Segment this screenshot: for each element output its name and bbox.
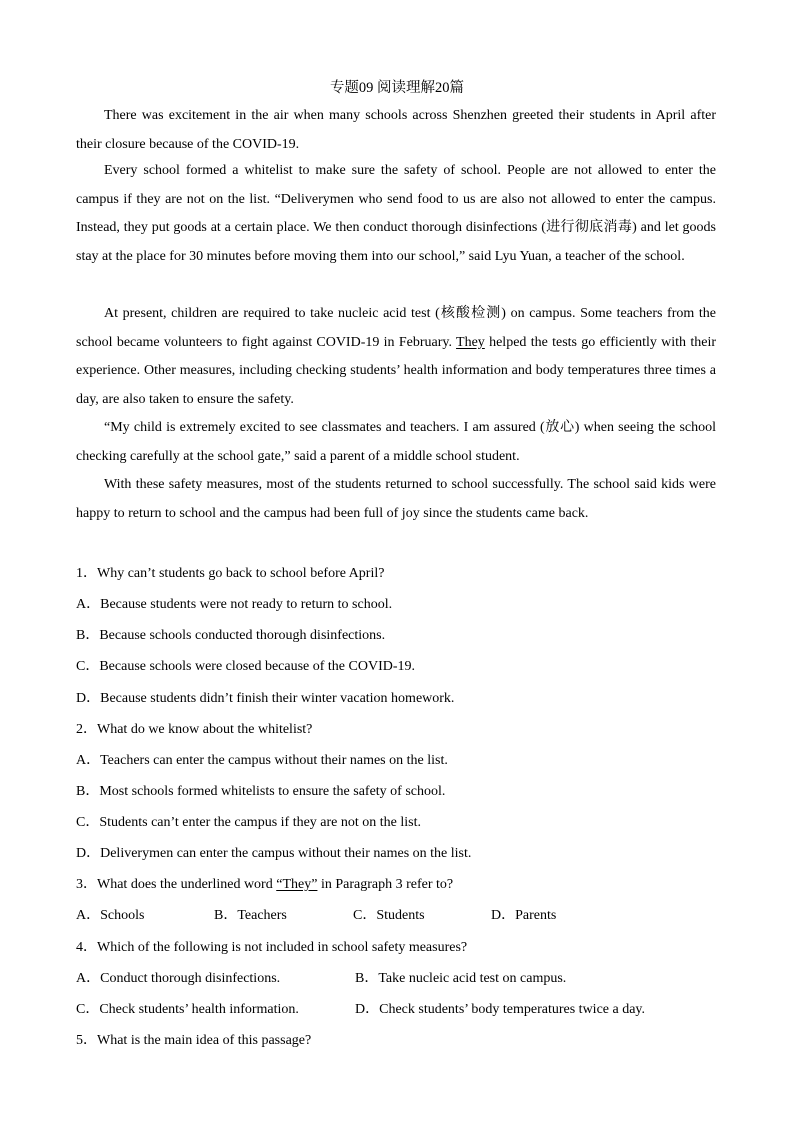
passage-paragraph-2: Every school formed a whitelist to make sure the safety of school. People are not allowed to enter the campus if they are not on the list. “Deliverymen who send food to us are also not allowed to enter the campus. Instead, they put goods at a certain place. We then conduct thorough disinfections (进行彻底消毒) and let goods stay at the place for 30 minutes before moving them into our school,” said Lyu Yuan, a teacher of the school. xyxy=(76,163,716,264)
question-1-stem: 1．Why can’t students go back to school before April? xyxy=(76,566,385,581)
question-4-option-d: D．Check students’ body temperatures twice a day. xyxy=(355,1002,646,1017)
question-2-option-a: A．Teachers can enter the campus without their names on the list. xyxy=(76,753,448,768)
page-title: 专题09 阅读理解20篇 xyxy=(329,80,465,96)
passage-paragraph-5: With these safety measures, most of the students returned to school successfully. The school said kids were happy to return to school and the campus had been full of joy since the students came back. xyxy=(76,477,716,521)
passage-paragraph-4: “My child is extremely excited to see classmates and teachers. I am assured (放心) when seeing the school checking carefully at the school gate,” said a parent of a middle school student. xyxy=(76,420,716,464)
question-5-stem: 5．What is the main idea of this passage? xyxy=(76,1033,312,1048)
question-4-options-ab xyxy=(76,967,566,987)
question-1-option-a: A．Because students were not ready to return to school. xyxy=(76,597,393,612)
question-2-option-d: D．Deliverymen can enter the campus without their names on the list. xyxy=(76,846,472,861)
question-3-stem xyxy=(76,873,453,893)
question-3-option-b: B．Teachers xyxy=(214,908,287,923)
question-2-stem: 2．What do we know about the whitelist? xyxy=(76,722,313,737)
underlined-word-they: They xyxy=(456,334,485,350)
question-4-option-b: B．Take nucleic acid test on campus. xyxy=(355,971,567,986)
paragraph-3-text-a: At present, children are required to take nucleic acid test (核酸检测) on campus. Some teachers from the school became volunteers to fight against COVID-19 in February. xyxy=(76,306,716,350)
question-4-option-a: A．Conduct thorough disinfections. xyxy=(76,971,281,986)
question-3-option-d: D．Parents xyxy=(491,908,557,923)
question-3-options xyxy=(76,904,556,924)
question-1-option-c: C．Because schools were closed because of the COVID-19. xyxy=(76,659,416,674)
question-3-stem-a: 3．What does the underlined word xyxy=(76,877,277,892)
question-4-option-c: C．Check students’ health information. xyxy=(76,1002,299,1017)
paragraph-3-text-b: helped the tests go efficiently with their experience. Other measures, including checking students’ health information and body temperatures three times a day, are also taken to ensure the safety. xyxy=(76,334,716,407)
question-4-options-cd xyxy=(76,998,645,1018)
question-4-stem: 4．Which of the following is not included in school safety measures? xyxy=(76,940,468,955)
question-2-option-b: B．Most schools formed whitelists to ensure the safety of school. xyxy=(76,784,446,799)
question-1-option-d: D．Because students didn’t finish their winter vacation homework. xyxy=(76,691,455,706)
question-1-option-b: B．Because schools conducted thorough disinfections. xyxy=(76,628,386,643)
question-3-option-c: C．Students xyxy=(353,908,425,923)
passage-paragraph-1: There was excitement in the air when many schools across Shenzhen greeted their students in April after their closure because of the COVID-19. xyxy=(76,108,716,152)
passage-paragraph-3 xyxy=(76,300,716,414)
question-3-stem-b: in Paragraph 3 refer to? xyxy=(317,877,454,892)
question-3-option-a: A．Schools xyxy=(76,908,145,923)
question-2-option-c: C．Students can’t enter the campus if they are not on the list. xyxy=(76,815,421,830)
question-3-underlined-word: “They” xyxy=(276,877,318,892)
